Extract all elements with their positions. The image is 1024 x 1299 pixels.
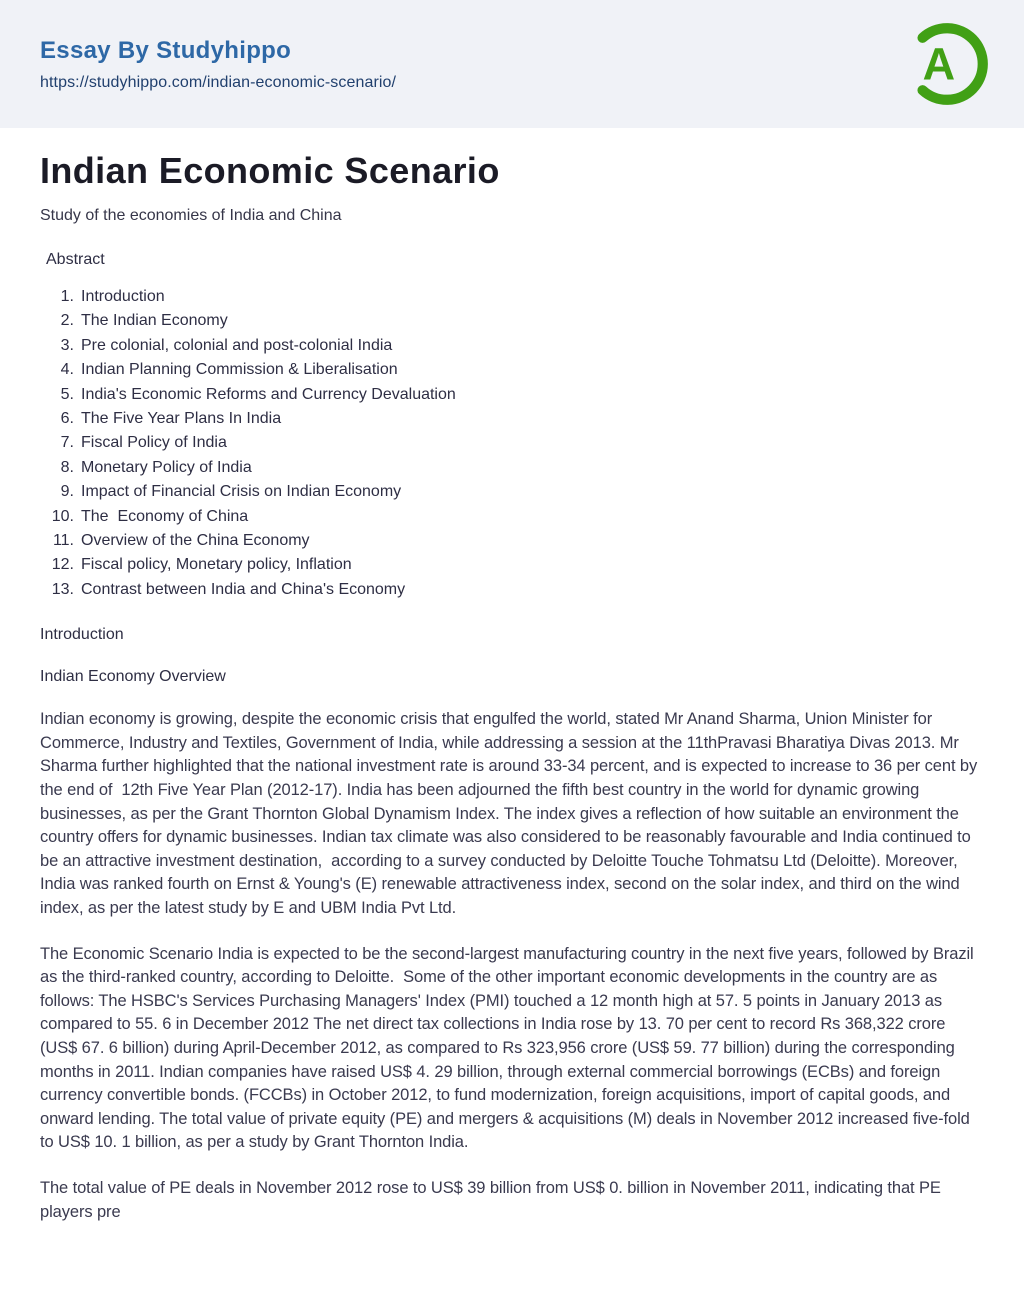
toc-item-label: The Five Year Plans In India	[81, 410, 282, 428]
table-of-contents	[40, 285, 984, 602]
toc-item-label: Impact of Financial Crisis on Indian Economy	[81, 483, 402, 501]
toc-item	[40, 431, 984, 455]
toc-item-label: India's Economic Reforms and Currency Devaluation	[81, 385, 456, 403]
toc-item	[40, 553, 984, 577]
toc-item-label: Fiscal Policy of India	[81, 434, 227, 452]
toc-item-label: Introduction	[81, 288, 165, 305]
toc-item-number: 1.	[60, 288, 74, 305]
page-header	[0, 0, 1024, 128]
paragraph: Indian economy is growing, despite the economic crisis that engulfed the world, stated Mr Anand Sharma, Union Minister for Commerce, Industry and Textiles, Government of India, while addressing a session at the 11thPravasi Bharatiya Divas 2013. Mr Sharma further highlighted that the national investment rate is around 33-34 percent, and is expected to increase to 36 per cent by the end of 12th Five Year Plan (2012-17). India has been adjourned the fifth best country in the world for dynamic growing businesses, as per the Grant Thornton Global Dynamism Index. The index gives a reflection of how suitable an environment the country offers for dynamic businesses. Indian tax climate was also considered to be reasonably favourable and India continued to be an attractive investment destination, according to a survey conducted by Deloitte Touche Tohmatsu Ltd (Deloitte). Moreover, India was ranked fourth on Ernst & Young's (E) renewable attractiveness index, second on the solar index, and third on the wind index, as per the latest study by E and UBM India Pvt Ltd.	[40, 710, 982, 918]
sub-heading-overview: Indian Economy Overview	[40, 668, 226, 686]
toc-item	[40, 334, 984, 358]
toc-item-number: 7.	[60, 434, 74, 452]
toc-item	[40, 358, 984, 382]
toc-item-number: 13.	[51, 580, 74, 598]
page-title: Indian Economic Scenario	[40, 150, 500, 191]
toc-item-number: 12.	[51, 556, 74, 574]
toc-item	[40, 407, 984, 431]
toc-item-label: The Economy of China	[81, 507, 249, 525]
site-title: Essay By Studyhippo	[40, 36, 292, 64]
toc-item-number: 4.	[60, 361, 74, 379]
paragraph: The total value of PE deals in November 2012 rose to US$ 39 billion from US$ 0. billion in November 2011, indicating that PE players pre	[40, 1178, 946, 1221]
toc-item	[40, 529, 984, 553]
toc-item-number: 11.	[52, 532, 74, 550]
toc-item	[40, 578, 984, 602]
toc-item-label: The Indian Economy	[81, 312, 228, 330]
header-text-block	[40, 37, 396, 92]
toc-item	[40, 309, 984, 333]
source-url-link[interactable]: https://studyhippo.com/indian-economic-scenario/	[40, 73, 397, 91]
toc-item	[40, 383, 984, 407]
toc-item-label: Pre colonial, colonial and post-colonial India	[81, 336, 393, 354]
logo-letter: A	[922, 38, 956, 90]
toc-item-number: 8.	[60, 458, 74, 476]
paragraph: The Economic Scenario India is expected to be the second-largest manufacturing country in the next five years, followed by Brazil as the third-ranked country, according to Deloitte. Some of the other important economic developments in the country are as follows: The HSBC's Services Purchasing Managers' Index (PMI) touched a 12 month high at 57. 5 points in January 2013 as compared to 55. 6 in December 2012 The net direct tax collections in India rose by 13. 70 per cent to record Rs 368,322 crore (US$ 67. 6 billion) during April-December 2012, as compared to Rs 323,956 crore (US$ 59. 77 billion) during the corresponding months in 2011. Indian companies have raised US$ 4. 29 billion, through external commercial borrowings (ECBs) and foreign currency convertible bonds. (FCCBs) in October 2012, to fund modernization, foreign acquisitions, import of capital goods, and onward lending. The total value of private equity (PE) and mergers & acquisitions (M) deals in November 2012 increased five-fold to US$ 10. 1 billion, as per a study by Grant Thornton India.	[40, 944, 979, 1152]
abstract-label: Abstract	[46, 251, 105, 268]
toc-item-number: 2.	[60, 312, 74, 330]
section-heading-introduction: Introduction	[40, 626, 124, 644]
toc-item	[40, 285, 984, 309]
toc-item-label: Overview of the China Economy	[81, 532, 310, 550]
toc-item-label: Contrast between India and China's Economy	[81, 580, 406, 598]
toc-item	[40, 505, 984, 529]
toc-item-label: Indian Planning Commission & Liberalisation	[81, 361, 398, 379]
toc-item-label: Monetary Policy of India	[81, 458, 252, 476]
toc-item	[40, 480, 984, 504]
toc-item-number: 10.	[51, 507, 74, 525]
toc-item-number: 3.	[60, 336, 74, 354]
toc-item-label: Fiscal policy, Monetary policy, Inflation	[81, 556, 352, 574]
toc-item-number: 5.	[60, 385, 74, 403]
toc-item-number: 6.	[60, 410, 74, 428]
toc-item	[40, 456, 984, 480]
article-body	[0, 150, 1024, 1224]
toc-item-number: 9.	[60, 483, 74, 501]
article-subtitle: Study of the economies of India and China	[40, 207, 342, 224]
studyhippo-logo-icon	[902, 19, 992, 109]
